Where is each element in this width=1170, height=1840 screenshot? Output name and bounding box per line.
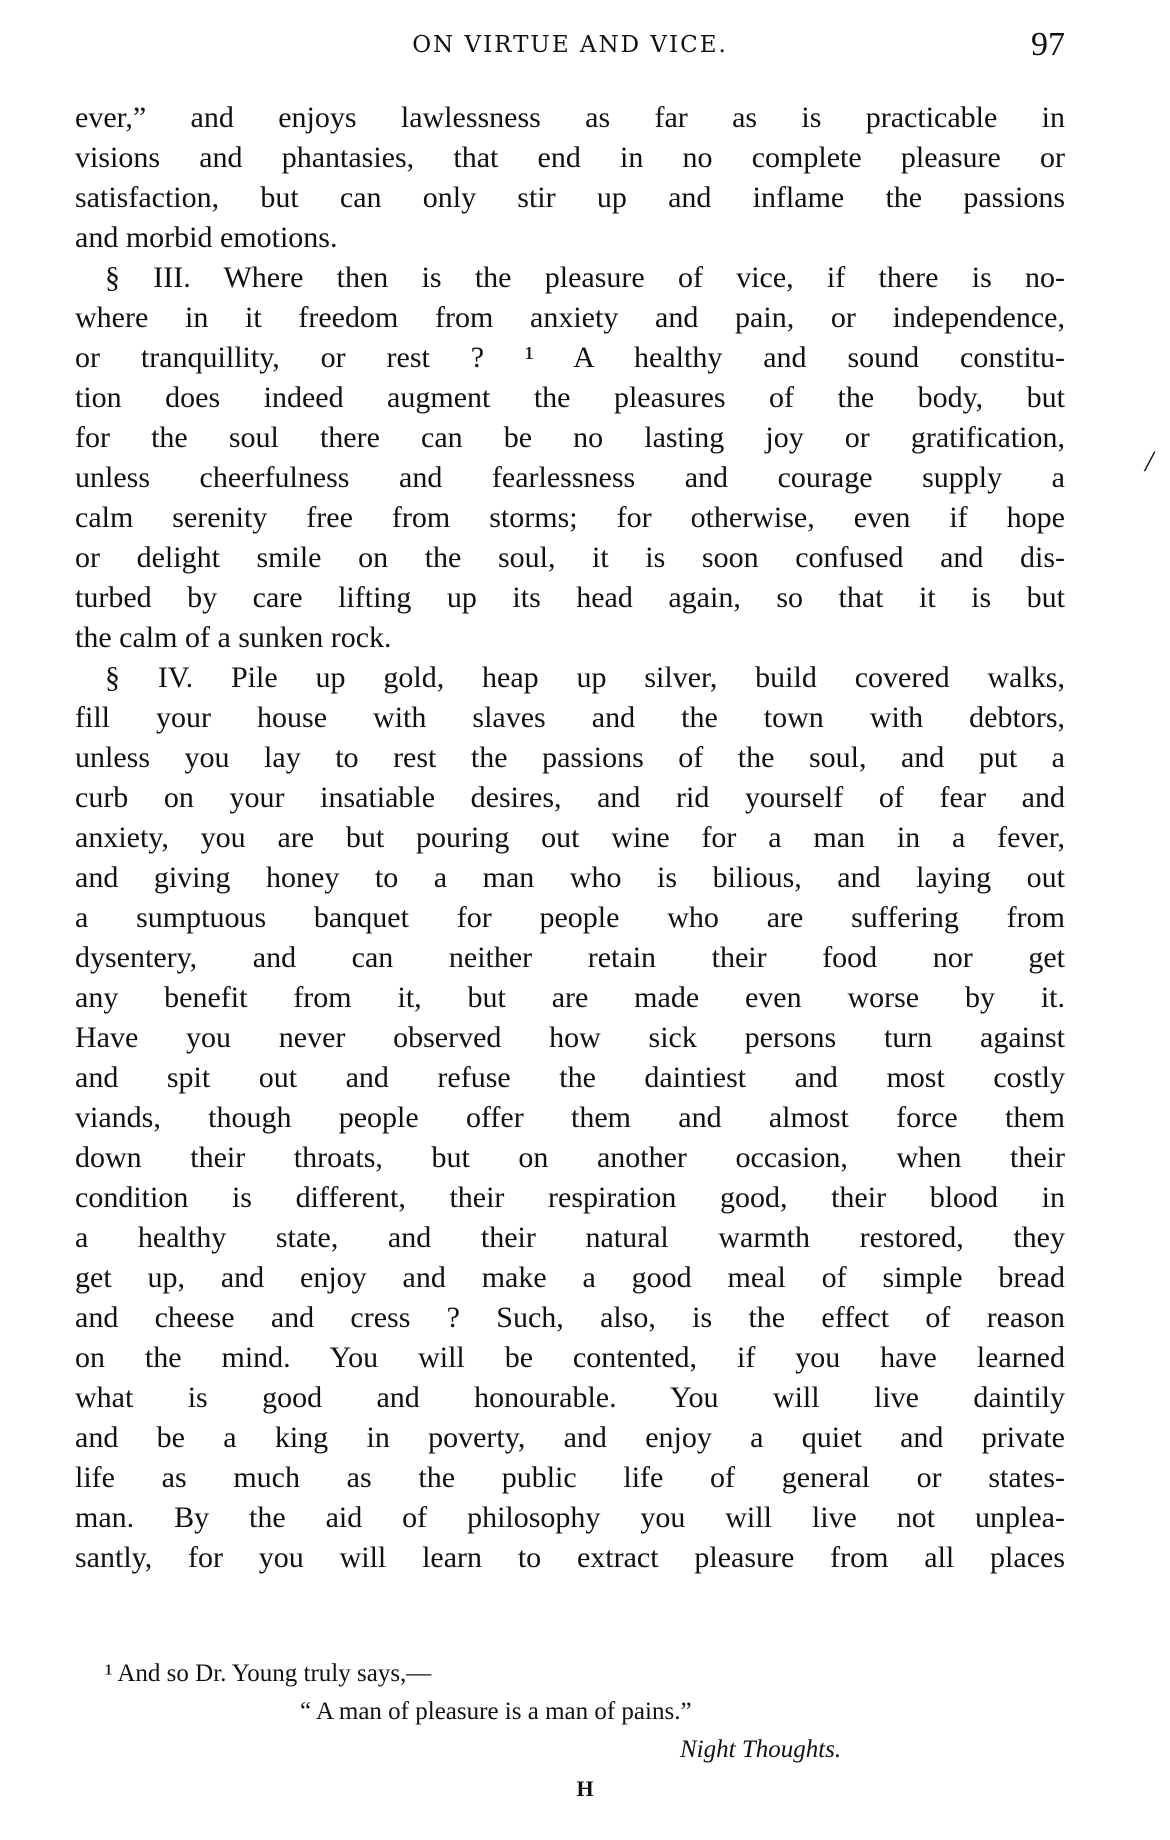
text-line: for the soul there can be no lasting joy or gratification, (75, 421, 1065, 454)
text-line: get up, and enjoy and make a good meal of simple bread (75, 1261, 1065, 1294)
text-line: and morbid emotions. (75, 221, 338, 254)
text-line: viands, though people offer them and almost force them (75, 1101, 1065, 1134)
footnote (75, 1655, 1065, 1769)
footnote-source: Night Thoughts. (680, 1736, 842, 1763)
page-number: 97 (1031, 26, 1065, 63)
text-line: fill your house with slaves and the town with debtors, (75, 701, 1065, 734)
text-line: the calm of a sunken rock. (75, 621, 392, 654)
text-line: unless you lay to rest the passions of the soul, and put a (75, 741, 1065, 774)
text-line: and spit out and refuse the daintiest and most costly (75, 1061, 1065, 1094)
text-line: Have you never observed how sick persons turn against (75, 1021, 1065, 1054)
footnote-quote: “ A man of pleasure is a man of pains.” (300, 1698, 692, 1725)
text-line: and giving honey to a man who is bilious, and laying out (75, 861, 1065, 894)
text-line: and be a king in poverty, and enjoy a quiet and private (75, 1421, 1065, 1454)
text-line: or tranquillity, or rest ? ¹ A healthy and sound constitu- (75, 341, 1065, 374)
text-line: satisfaction, but can only stir up and inflame the passions (75, 181, 1065, 214)
running-title: ON VIRTUE AND VICE. (412, 32, 728, 58)
text-line: any benefit from it, but are made even worse by it. (75, 981, 1065, 1014)
text-line: unless cheerfulness and fearlessness and courage supply a (75, 461, 1065, 494)
running-head (75, 26, 1065, 66)
text-line: ever,” and enjoys lawlessness as far as is practicable in (75, 101, 1065, 134)
text-line: calm serenity free from storms; for otherwise, even if hope (75, 501, 1065, 534)
text-line: turbed by care lifting up its head again, so that it is but (75, 581, 1065, 614)
signature-mark: H (576, 1776, 594, 1801)
text-line: visions and phantasies, that end in no complete pleasure or (75, 141, 1065, 174)
text-line: or delight smile on the soul, it is soon confused and dis- (75, 541, 1065, 574)
text-line: and cheese and cress ? Such, also, is the effect of reason (75, 1301, 1065, 1334)
text-line: curb on your insatiable desires, and rid yourself of fear and (75, 781, 1065, 814)
text-line: condition is different, their respiration good, their blood in (75, 1181, 1065, 1214)
text-line: a healthy state, and their natural warmth restored, they (75, 1221, 1065, 1254)
text-line: man. By the aid of philosophy you will live not unplea- (75, 1501, 1065, 1534)
body-text (75, 98, 1065, 1578)
margin-mark: / (1145, 445, 1154, 478)
text-line: where in it freedom from anxiety and pain, or independence, (75, 301, 1065, 334)
footnote-intro: ¹ And so Dr. Young truly says,— (105, 1660, 432, 1687)
text-line: what is good and honourable. You will live daintily (75, 1381, 1065, 1414)
text-line: santly, for you will learn to extract pleasure from all places (75, 1541, 1065, 1574)
text-line: anxiety, you are but pouring out wine for a man in a fever, (75, 821, 1065, 854)
text-line: down their throats, but on another occasion, when their (75, 1141, 1065, 1174)
text-line: a sumptuous banquet for people who are suffering from (75, 901, 1065, 934)
text-line: § IV. Pile up gold, heap up silver, build covered walks, (105, 661, 1065, 694)
text-line: on the mind. You will be contented, if you have learned (75, 1341, 1065, 1374)
text-line: life as much as the public life of general or states- (75, 1461, 1065, 1494)
text-line: § III. Where then is the pleasure of vice, if there is no- (105, 261, 1065, 294)
text-line: tion does indeed augment the pleasures of the body, but (75, 381, 1065, 414)
text-line: dysentery, and can neither retain their food nor get (75, 941, 1065, 974)
